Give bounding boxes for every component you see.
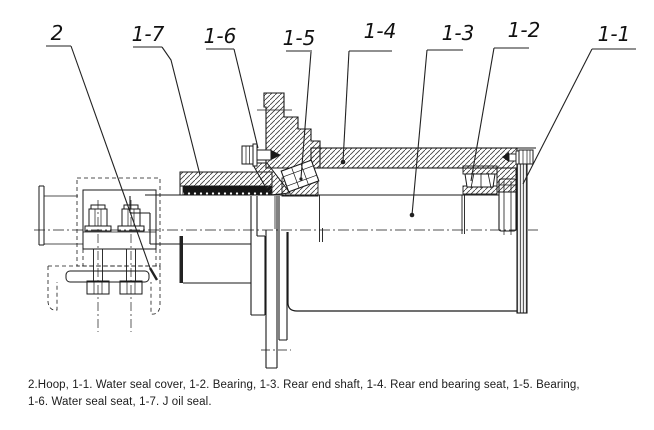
leader-1-7 — [162, 47, 200, 175]
caption-line-2: 1-6. Water seal seat, 1-7. J oil seal. — [28, 395, 212, 408]
leader-1-3 — [412, 50, 427, 215]
callout-2: 2 — [50, 21, 64, 45]
callout-1-1: 1-1 — [597, 22, 631, 46]
clamp-hook-left — [48, 266, 57, 310]
callout-1-3: 1-3 — [441, 21, 475, 45]
clamp-bar — [66, 271, 149, 282]
leader-lines — [46, 46, 636, 280]
hoop-part — [48, 178, 160, 332]
callout-1-5: 1-5 — [282, 26, 316, 50]
leader-1-4 — [343, 51, 349, 162]
hoop-body — [83, 190, 156, 249]
shaft-lines — [130, 195, 499, 283]
shaft-stub-left — [39, 186, 83, 245]
callout-1-7: 1-7 — [131, 22, 165, 46]
bearing-1-2 — [463, 166, 497, 194]
shaft-step-edge — [180, 236, 184, 283]
output-flange — [251, 196, 291, 368]
leader-1-6 — [234, 49, 258, 148]
parts-legend-caption — [28, 377, 642, 410]
callout-1-4: 1-4 — [363, 19, 397, 43]
callout-1-2: 1-2 — [507, 18, 541, 42]
j-oil-seal-strip — [183, 186, 272, 195]
leader-1-1 — [523, 49, 592, 184]
housing-outline — [288, 232, 517, 311]
callout-1-6: 1-6 — [203, 24, 237, 48]
seat-right-block — [497, 168, 516, 192]
caption-line-1: 2.Hoop, 1-1. Water seal cover, 1-2. Bearing, 1-3. Rear end shaft, 1-4. Rear end bearing seat, 1-5. Bearing, — [28, 379, 580, 391]
callout-labels — [51, 18, 631, 50]
